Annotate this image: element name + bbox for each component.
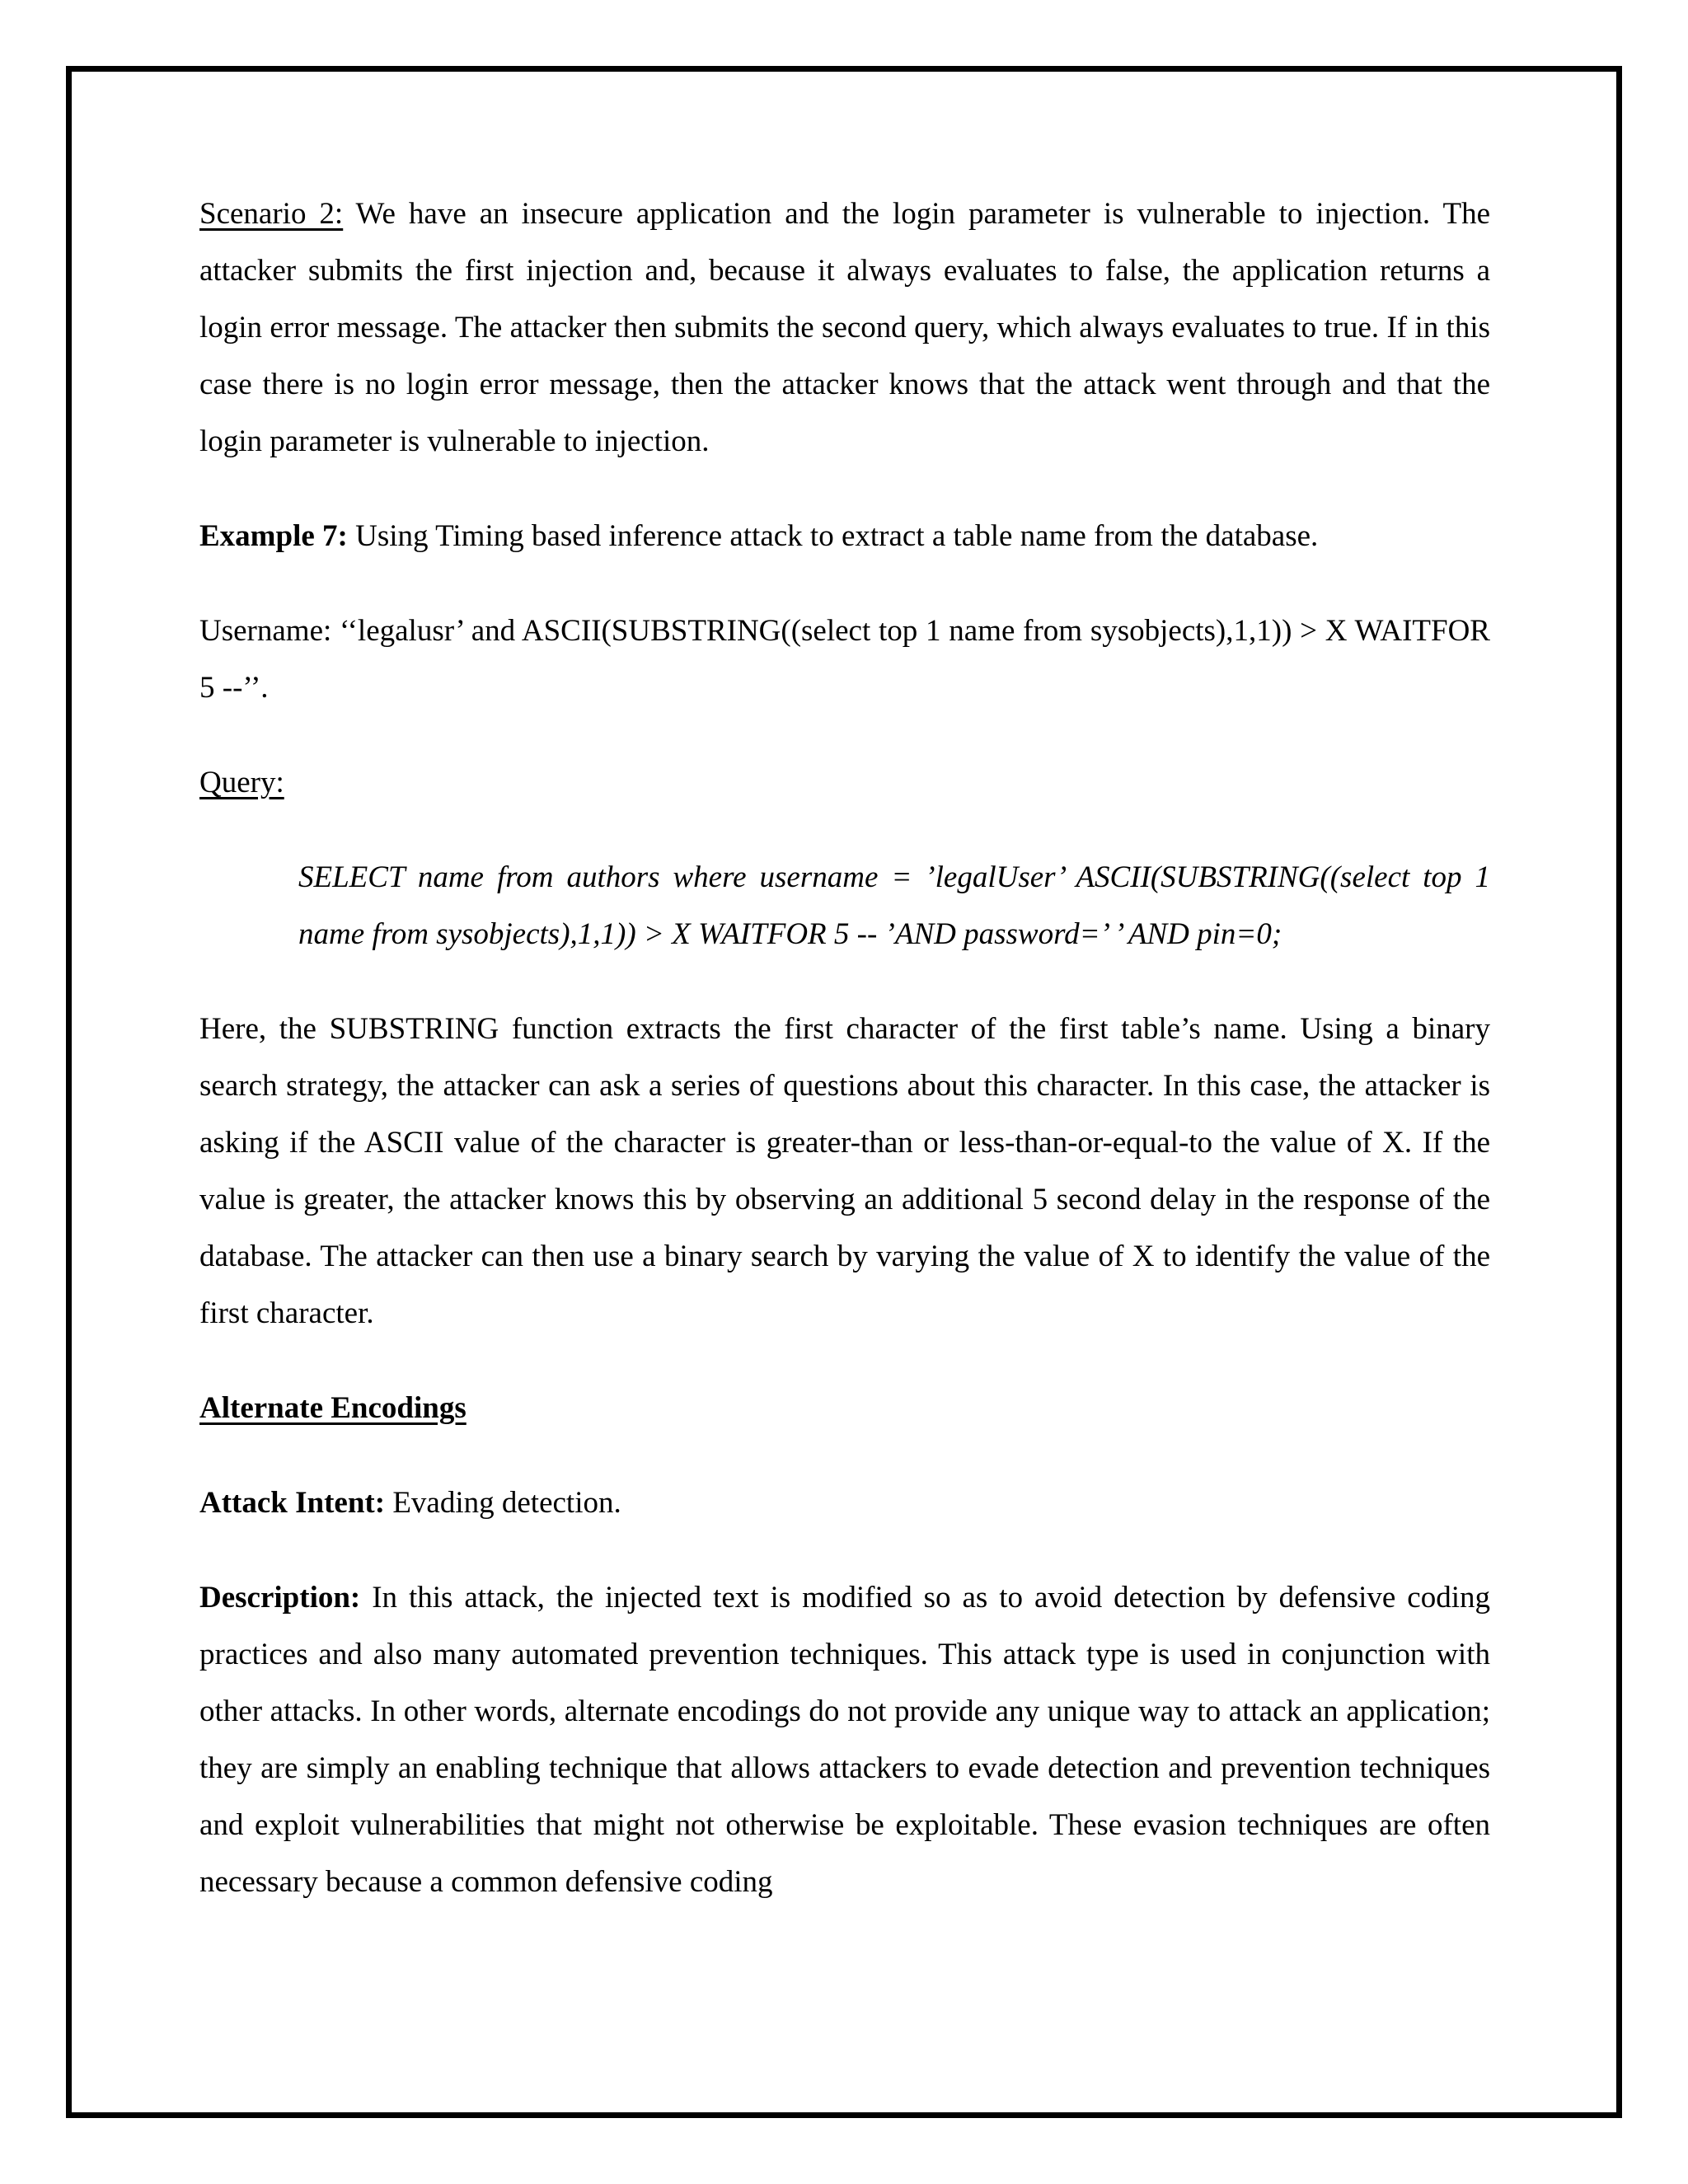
section-heading: Alternate Encodings [199,1391,467,1425]
attack-intent-text: Evading detection. [385,1486,621,1520]
description-text: In this attack, the injected text is modified so as to avoid detection by defensive coding practices and also many automated prevention techniques. This attack type is used in conjunction with other attacks. In other words, alternate encodings do not provide any unique way to attack an application; they are simply an enabling technique that allows attackers to evade detection and prevention techniques and exploit vulnerabilities that might not otherwise be exploitable. These evasion techniques are often necessary because a common defensive coding [199,1581,1490,1899]
explanation-paragraph: Here, the SUBSTRING function extracts the first character of the first table’s name. Using a binary search strategy, the attacker can ask a series of questions about this character. In this case, the attacker is asking if the ASCII value of the character is greater-than or less-than-or-equal-to the value of X. If the value is greater, the attacker knows this by observing an additional 5 second delay in the response of the database. The attacker can then use a binary search by varying the value of X to identify the value of the first character. [199,1012,1490,1330]
query-label: Query: [199,766,284,799]
document-body [199,185,1490,1910]
query-paragraph [199,754,1490,811]
example-7-label: Example 7: [199,519,348,553]
example-7-text: Using Timing based inference attack to extract a table name from the database. [347,519,1319,553]
scenario-2-label: Scenario 2: [199,197,344,231]
scenario-2-text: We have an insecure application and the login parameter is vulnerable to injection. The attacker submits the first injection and, because it always evaluates to false, the application returns a login error message. The attacker then submits the second query, which always evaluates to true. If in this case there is no login error message, then the attacker knows that the attack went through and that the login parameter is vulnerable to injection. [199,197,1490,458]
attack-intent-label: Attack Intent: [199,1486,386,1520]
username-line: Username: ‘‘legalusr’ and ASCII(SUBSTRING((select top 1 name from sysobjects),1,1)) > X WAITFOR 5 --’’. [199,614,1490,705]
query-code-block: SELECT name from authors where username = ’legalUser’ ASCII(SUBSTRING((select top 1 name from sysobjects),1,1)) > X WAITFOR 5 -- ’AND password=’ ’ AND pin=0; [298,860,1490,951]
attack-intent-paragraph [199,1474,1490,1531]
description-label: Description: [199,1581,361,1615]
description-paragraph [199,1569,1490,1910]
section-heading-paragraph [199,1380,1490,1436]
example-7-paragraph [199,508,1490,565]
scenario-2-paragraph [199,185,1490,470]
